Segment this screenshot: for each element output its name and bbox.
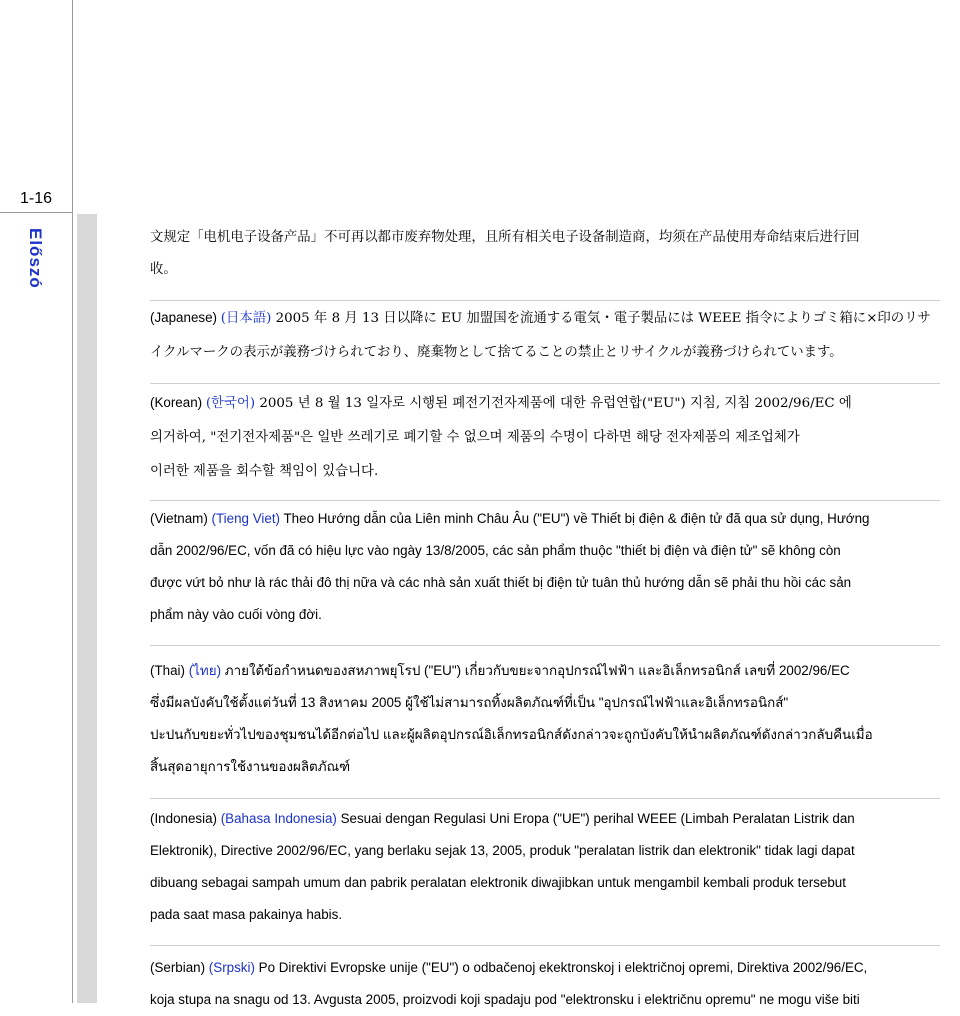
language-name: (Srpski) — [208, 960, 255, 975]
text-line: Elektronik), Directive 2002/96/EC, yang berlaku sejak 13, 2005, produk "peralatan listrik dan elektronik" tidak lagi dapat — [150, 843, 855, 858]
text-line: dẫn 2002/96/EC, vốn đã có hiệu lực vào ngày 13/8/2005, các sản phẩm thuộc "thiết bị điện và điện tử" sẽ không còn — [150, 543, 841, 558]
text-line — [150, 307, 931, 326]
language-label: (Serbian) — [150, 960, 209, 975]
language-label: (Japanese) — [150, 310, 221, 325]
language-name: (Tieng Viet) — [211, 511, 281, 526]
paragraph-japanese — [150, 301, 940, 384]
text-span: Theo Hướng dẫn của Liên minh Châu Âu ("EU") về Thiết bị điện & điện tử đã qua sử dụng, Hướng — [280, 511, 870, 526]
text-span: ภายใต้ข้อกำหนดของสหภาพยุโรป ("EU") เกี่ยวกับขยะจากอุปกรณ์ไฟฟ้า และอิเล็กทรอนิกส์ เลขที่ 2002/96/EC — [221, 663, 850, 678]
paragraph-chinese-continuation — [150, 222, 940, 301]
text-span: Po Direktivi Evropske unije ("EU") o odbačenoj ekektronskoj i električnoj opremi, Direktiva 2002/96/EC, — [254, 960, 868, 975]
text-line — [150, 960, 867, 975]
text-line — [150, 811, 855, 826]
paragraph-korean — [150, 384, 940, 501]
text-line: dibuang sebagai sampah umum dan pabrik peralatan elektronik diwajibkan untuk mengambil kembali produk tersebut — [150, 875, 846, 890]
text-line: 이러한 제품을 회수할 책임이 있습니다. — [150, 464, 379, 479]
language-label: (Thai) — [150, 663, 189, 678]
side-gray-bar — [77, 214, 97, 1003]
language-label: (Indonesia) — [150, 811, 221, 826]
text-line: イクルマークの表示が義務づけられており、廃棄物として捨てることの禁止とリサイクルが義務づけられています。 — [150, 345, 843, 360]
section-title: Előszó — [26, 227, 45, 289]
text-line: 收。 — [150, 262, 177, 277]
text-line: được vứt bỏ như là rác thải đô thị nữa và các nhà sản xuất thiết bị điện tử tuân thủ hướng dẫn sẽ phải thu hồi các sản — [150, 575, 852, 590]
text-span: Sesuai dengan Regulasi Uni Eropa ("UE") perihal WEEE (Limbah Peralatan Listrik dan — [336, 811, 855, 826]
top-rule — [0, 0, 960, 1]
language-name: (日本語) — [220, 311, 272, 326]
text-line: 文规定「电机电子设备产品」不可再以都市废弃物处理，且所有相关电子设备制造商，均须在产品使用寿命结束后进行回 — [150, 230, 860, 245]
text-span: 2005 년 8 월 13 일자로 시행된 폐전기전자제품에 대한 유럽연합("EU") 지침, 지침 2002/96/EC 에 — [255, 396, 852, 411]
language-name: (Bahasa Indonesia) — [220, 811, 337, 826]
language-name: (한국어) — [205, 396, 256, 411]
paragraph-indonesian — [150, 799, 940, 946]
language-name: (ไทย) — [188, 663, 222, 678]
text-line: สิ้นสุดอายุการใช้งานของผลิตภัณฑ์ — [150, 759, 351, 774]
text-line: pada saat masa pakainya habis. — [150, 907, 343, 922]
text-line: ซึ่งมีผลบังคับใช้ตั้งแต่วันที่ 13 สิงหาคม 2005 ผู้ใช้ไม่สามารถทิ้งผลิตภัณฑ์ที่เป็น "อุปกรณ์ไฟฟ้าและอิเล็กทรอนิกส์" — [150, 695, 789, 710]
document-body — [150, 222, 940, 1016]
text-line: koja stupa na snagu od 13. Avgusta 2005, proizvodi koji spadaju pod "elektronsku i električnu opremu" ne mogu više biti — [150, 992, 860, 1007]
language-label: (Korean) — [150, 395, 206, 410]
page-number-underline — [0, 212, 72, 213]
paragraph-thai — [150, 646, 940, 799]
page-number: 1-16 — [19, 190, 53, 207]
text-line: ปะปนกับขยะทั่วไปของชุมชนได้อีกต่อไป และผู้ผลิตอุปกรณ์อิเล็กทรอนิกส์ดังกล่าวจะถูกบังคับให้นำผลิตภัณฑ์ดังกล่าวกลับคืนเมื่อ — [150, 727, 873, 742]
text-line: phẩm này vào cuối vòng đời. — [150, 607, 322, 622]
text-span: 2005 年 8 月 13 日以降に EU 加盟国を流通する電気・電子製品には WEEE 指令によりゴミ箱に×印のリサ — [271, 311, 931, 326]
paragraph-vietnamese — [150, 501, 940, 646]
text-line — [150, 392, 852, 411]
text-line: 의거하여, "전기전자제품"은 일반 쓰레기로 폐기할 수 없으며 제품의 수명이 다하면 해당 전자제품의 제조업체가 — [150, 430, 800, 445]
margin-divider — [72, 0, 73, 1003]
language-label: (Vietnam) — [150, 511, 212, 526]
paragraph-serbian — [150, 946, 940, 1016]
text-line — [150, 511, 869, 526]
text-line — [150, 660, 850, 681]
